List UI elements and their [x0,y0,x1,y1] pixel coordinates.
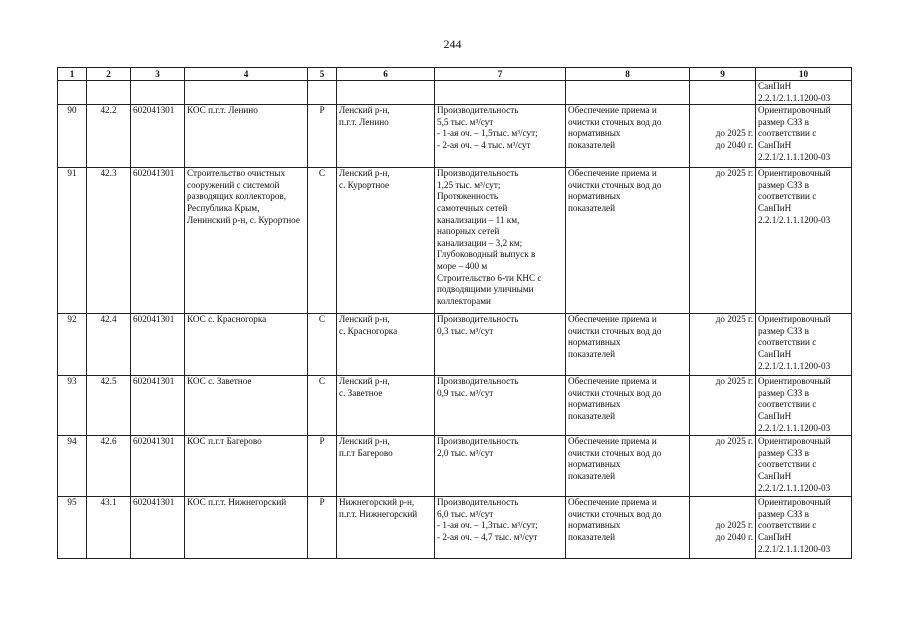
params-cell-line: напорных сетей [437,226,500,237]
term-line: до 2040 г. [715,139,753,150]
purpose-cell [566,376,690,436]
zone-cell-line: соответствии с [758,128,817,139]
zone-cell-line: Ориентировочный [758,314,831,325]
purpose-cell [566,105,690,168]
oktmo-cell: 602041301 [131,376,185,436]
purpose-cell-line: нормативных [568,128,621,139]
column-header: 8 [566,68,690,81]
location-cell [337,314,435,376]
zone-cell-line: 2.2.1/2.1.1.1200-03 [758,360,831,371]
table-row [58,105,852,168]
purpose-cell-line: нормативных [568,520,621,531]
column-header: 2 [87,68,131,81]
name-cell: Строительство очистных сооружений с системой разводящих коллекторов, Республика Крым, Ленинский р-н, с. Курортное [185,168,308,314]
params-cell-line: - 2-ая оч. – 4 тыс. м³/сут [437,139,531,150]
params-cell-line: - 2-ая оч. – 4,7 тыс. м³/сут [437,531,538,542]
purpose-cell-line: очистки сточных вод до [568,508,662,519]
params-cell-line: - 1-ая оч. – 1,5тыс. м³/сут; [437,128,538,139]
location-cell-line: Ленский р-н, [339,105,390,116]
zone-cell-line: размер СЗЗ в [758,325,809,336]
column-header: 10 [756,68,852,81]
zone-cell [756,436,852,497]
zone-cell-line: СанПиН [758,410,792,421]
params-cell-line: коллекторами [437,295,491,306]
params-cell-line: Производительность [437,436,519,447]
terms-cell [690,497,756,559]
params-cell-line: 2,0 тыс. м³/сут [437,447,494,458]
zone-cell-line: соответствии с [758,337,817,348]
zone-cell-line: соответствии с [758,399,817,410]
term-line: до 2025 г. [715,376,753,387]
zone-cell-line: СанПиН [758,470,792,481]
row-number-cell: 90 [58,105,87,168]
params-cell-line: самотечных сетей [437,202,508,213]
row-number-cell: 93 [58,376,87,436]
status-cell: Р [308,105,337,168]
location-cell-line: Ленский р-н, [339,168,390,179]
purpose-cell-line: показателей [568,348,616,359]
location-cell-line: п.г.т. Нижнегорский [339,508,418,519]
zone-cell-line: Ориентировочный [758,376,831,387]
location-cell [337,168,435,314]
purpose-cell-line: Обеспечение приема и [568,497,657,508]
params-cell [435,436,566,497]
params-cell-line: Производительность [437,376,519,387]
purpose-cell-line: Обеспечение приема и [568,105,657,116]
location-cell [337,376,435,436]
table-row [58,497,852,559]
terms-cell [690,168,756,314]
terms-cell [690,105,756,168]
header-row [58,68,852,81]
table-row [58,376,852,436]
params-cell-line: Производительность [437,314,519,325]
location-cell-line: Ленский р-н, [339,436,390,447]
name-cell: КОС п.г.т. Ленино [185,105,308,168]
table-row [58,436,852,497]
zone-cell-line: Ориентировочный [758,497,831,508]
location-cell-line: Ленский р-н, [339,376,390,387]
row-number-cell: 91 [58,168,87,314]
params-cell-line: 1,25 тыс. м³/сут; [437,179,501,190]
purpose-cell-line: Обеспечение приема и [568,436,657,447]
code-cell: 42.6 [87,436,131,497]
column-header: 4 [185,68,308,81]
purpose-cell-line: очистки сточных вод до [568,447,662,458]
name-cell: КОС п.г.т Багерово [185,436,308,497]
location-cell-line: с. Заветное [339,387,383,398]
zone-cell [756,168,852,314]
zone-cell-line: СанПиН [758,531,792,542]
params-cell-line: - 1-ая оч. – 1,3тыс. м³/сут; [437,520,538,531]
zone-cell-line: 2.2.1/2.1.1.1200-03 [758,214,831,225]
oktmo-cell: 602041301 [131,168,185,314]
purpose-cell-line: нормативных [568,191,621,202]
column-header: 6 [337,68,435,81]
terms-cell [690,436,756,497]
zone-cell-line: размер СЗЗ в [758,116,809,127]
zone-cell-line: соответствии с [758,191,817,202]
params-cell-line: Производительность [437,105,519,116]
purpose-cell-line: нормативных [568,459,621,470]
purpose-cell-line: нормативных [568,399,621,410]
row-number-cell: 92 [58,314,87,376]
params-cell [435,105,566,168]
status-cell: С [308,168,337,314]
zone-cell-line: Ориентировочный [758,436,831,447]
term-line: до 2025 г. [715,436,753,447]
term-line: до 2025 г. [715,168,753,179]
zone-cell-line: 2.2.1/2.1.1.1200-03 [758,422,831,433]
continuation-line: 2.2.1/2.1.1.1200-03 [758,92,831,103]
params-cell-line: море – 400 м [437,260,488,271]
purpose-cell-line: показателей [568,202,616,213]
zone-cell-line: СанПиН [758,139,792,150]
zone-cell-line: СанПиН [758,348,792,359]
row-number-cell: 95 [58,497,87,559]
params-cell-line: Производительность [437,168,519,179]
terms-cell [690,376,756,436]
location-cell-line: п.г.т. Ленино [339,116,389,127]
continuation-row [58,81,852,105]
column-header: 9 [690,68,756,81]
zone-cell-line: Ориентировочный [758,168,831,179]
purpose-cell-line: показателей [568,470,616,481]
params-cell-line: Глубоководный выпуск в [437,249,536,260]
purpose-cell [566,168,690,314]
zone-cell-line: 2.2.1/2.1.1.1200-03 [758,543,831,554]
code-cell: 43.1 [87,497,131,559]
continuation-zone [756,81,852,105]
location-cell [337,497,435,559]
code-cell: 42.5 [87,376,131,436]
oktmo-cell: 602041301 [131,105,185,168]
zone-cell [756,376,852,436]
zone-cell-line: 2.2.1/2.1.1.1200-03 [758,482,831,493]
location-cell [337,436,435,497]
zone-cell-line: 2.2.1/2.1.1.1200-03 [758,151,831,162]
params-cell [435,497,566,559]
zone-cell-line: соответствии с [758,459,817,470]
purpose-cell-line: нормативных [568,337,621,348]
zone-cell-line: размер СЗЗ в [758,179,809,190]
term-line: до 2025 г. [715,128,753,139]
purpose-cell [566,314,690,376]
term-line: до 2025 г. [715,314,753,325]
oktmo-cell: 602041301 [131,497,185,559]
params-cell [435,376,566,436]
zone-cell [756,314,852,376]
params-cell-line: 6,0 тыс. м³/сут [437,508,494,519]
zone-cell [756,105,852,168]
status-cell: Р [308,436,337,497]
terms-cell [690,314,756,376]
name-cell: КОС п.г.т. Нижнегорский [185,497,308,559]
purpose-cell-line: Обеспечение приема и [568,376,657,387]
name-cell: КОС с. Красногорка [185,314,308,376]
zone-cell-line: СанПиН [758,202,792,213]
status-cell: С [308,376,337,436]
purpose-cell-line: показателей [568,139,616,150]
purpose-cell-line: показателей [568,410,616,421]
zone-cell-line: соответствии с [758,520,817,531]
zone-cell-line: размер СЗЗ в [758,447,809,458]
purpose-cell-line: Обеспечение приема и [568,314,657,325]
table-row [58,314,852,376]
column-header: 3 [131,68,185,81]
params-cell-line: канализации – 3,2 км; [437,237,523,248]
params-cell [435,314,566,376]
purpose-cell-line: очистки сточных вод до [568,179,662,190]
params-cell-line: 0,9 тыс. м³/сут [437,387,494,398]
page-number: 244 [443,37,462,51]
continuation-line: СанПиН [758,81,792,91]
location-cell-line: п.г.т Багерово [339,447,393,458]
purpose-cell [566,497,690,559]
row-number-cell: 94 [58,436,87,497]
column-header: 5 [308,68,337,81]
params-cell-line: Строительство 6-ти КНС с [437,272,542,283]
purpose-cell-line: очистки сточных вод до [568,387,662,398]
name-cell: КОС с. Заветное [185,376,308,436]
purpose-cell-line: очистки сточных вод до [568,325,662,336]
params-cell-line: 0,3 тыс. м³/сут [437,325,494,336]
params-cell-line: канализации – 11 км, [437,214,520,225]
zone-cell [756,497,852,559]
params-cell-line: 5,5 тыс. м³/сут [437,116,494,127]
term-line: до 2025 г. [715,520,753,531]
location-cell-line: Нижнегорский р-н, [339,497,415,508]
column-header: 7 [435,68,566,81]
params-cell [435,168,566,314]
params-cell-line: Производительность [437,497,519,508]
facilities-table [57,67,852,559]
code-cell: 42.2 [87,105,131,168]
location-cell-line: с. Красногорка [339,325,398,336]
code-cell: 42.4 [87,314,131,376]
zone-cell-line: размер СЗЗ в [758,508,809,519]
table-row [58,168,852,314]
status-cell: Р [308,497,337,559]
location-cell [337,105,435,168]
oktmo-cell: 602041301 [131,314,185,376]
purpose-cell [566,436,690,497]
column-header: 1 [58,68,87,81]
purpose-cell-line: очистки сточных вод до [568,116,662,127]
code-cell: 42.3 [87,168,131,314]
term-line: до 2040 г. [715,531,753,542]
location-cell-line: Ленский р-н, [339,314,390,325]
location-cell-line: с. Курортное [339,179,390,190]
params-cell-line: подводящими уличными [437,284,534,295]
zone-cell-line: размер СЗЗ в [758,387,809,398]
purpose-cell-line: Обеспечение приема и [568,168,657,179]
oktmo-cell: 602041301 [131,436,185,497]
params-cell-line: Протяженность [437,191,499,202]
zone-cell-line: Ориентировочный [758,105,831,116]
status-cell: С [308,314,337,376]
purpose-cell-line: показателей [568,531,616,542]
